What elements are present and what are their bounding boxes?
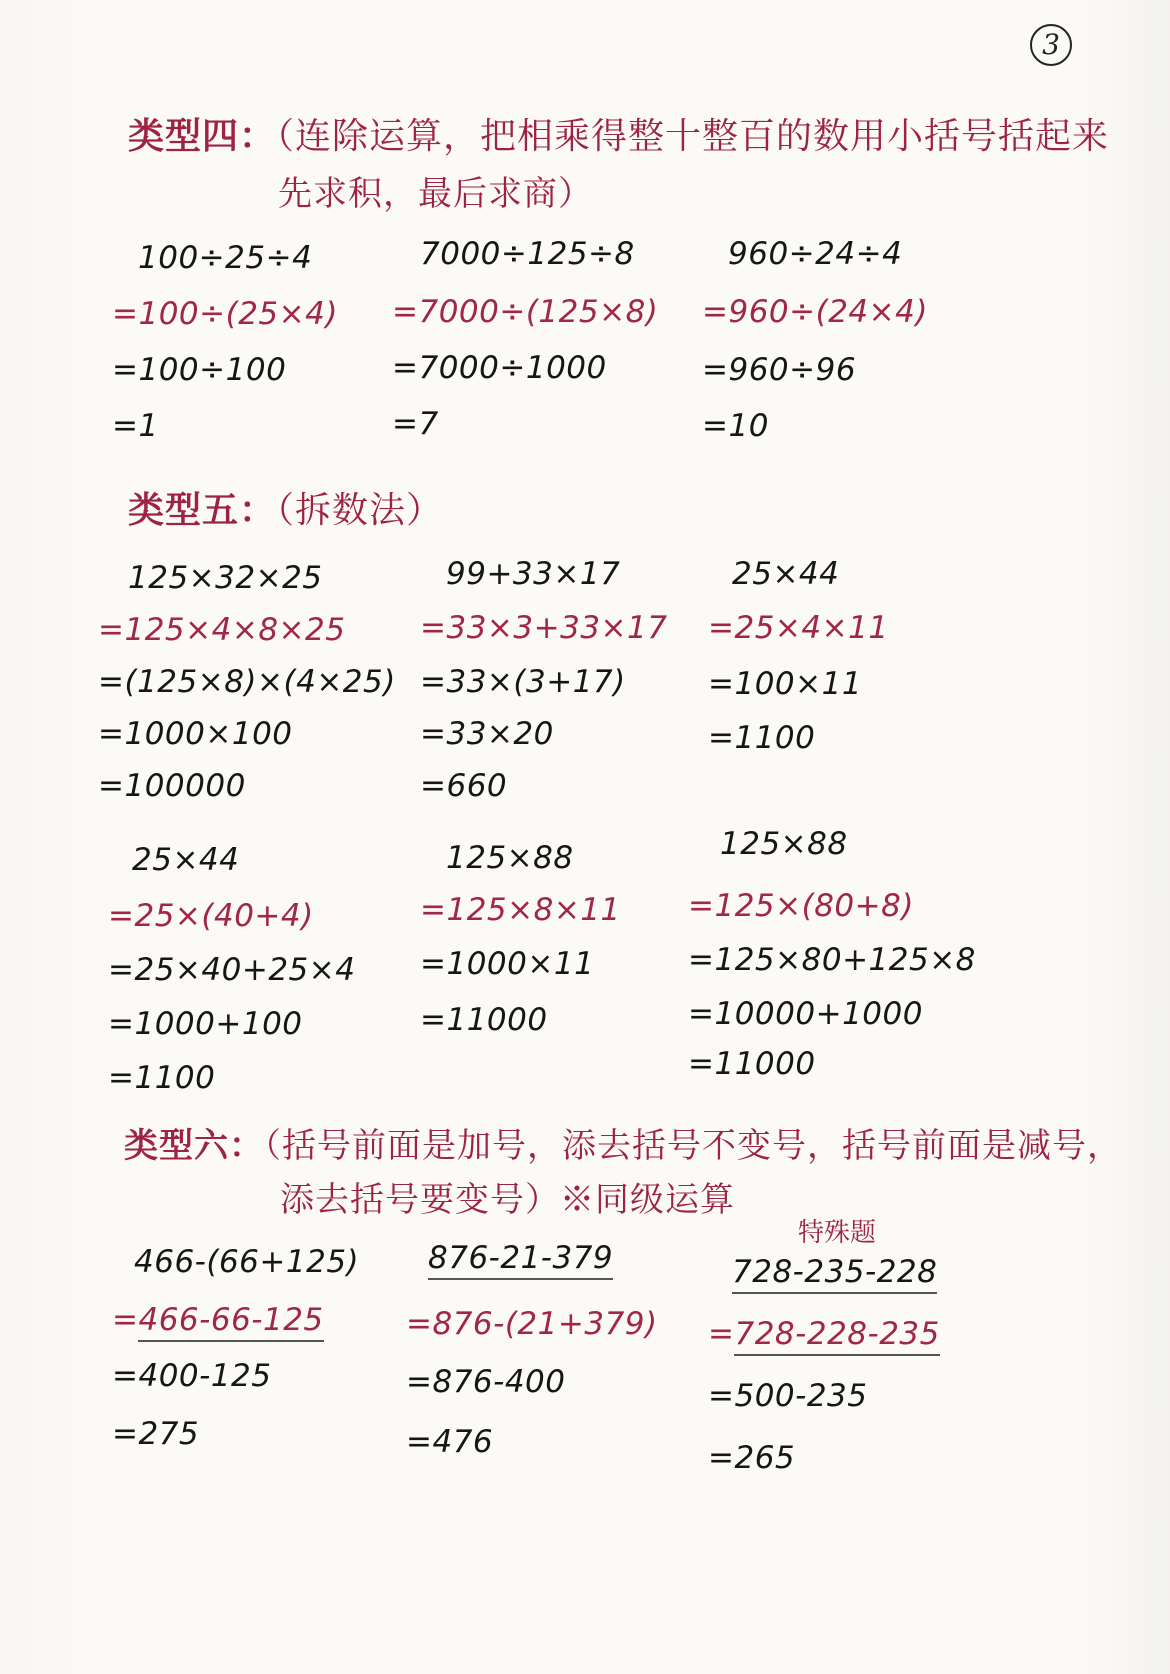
- type6-p1-expr: 466-(66+125): [134, 1244, 360, 1280]
- type4-p1-step3: =1: [112, 408, 159, 444]
- type4-p1-expr: 100÷25÷4: [138, 240, 313, 276]
- type5-p2-step1: =33×3+33×17: [420, 610, 668, 646]
- type4-p1-step2: =100÷100: [112, 352, 287, 388]
- type5-p6-step4: =11000: [688, 1046, 816, 1082]
- type5-p3-step3: =1100: [708, 720, 816, 756]
- type5-p2-step3: =33×20: [420, 716, 554, 752]
- type5-heading-label: 类型五：: [128, 489, 277, 531]
- type4-p3-step1: =960÷(24×4): [702, 294, 928, 330]
- type5-p4-step1: =25×(40+4): [108, 898, 314, 934]
- type5-p5-step3: =11000: [420, 1002, 548, 1038]
- type5-p2-step2: =33×(3+17): [420, 664, 626, 700]
- type4-p2-expr: 7000÷125÷8: [420, 236, 635, 272]
- type4-heading-desc: （连除运算，把相乘得整十整百的数用小括号括起来: [276, 116, 1110, 157]
- type5-heading: [128, 482, 443, 533]
- type4-p3-expr: 960÷24÷4: [728, 236, 903, 272]
- type5-p6-expr: 125×88: [720, 826, 848, 862]
- type4-p2-step1: =7000÷(125×8): [392, 294, 659, 330]
- type5-p6-step1: =125×(80+8): [688, 888, 914, 924]
- type6-heading-label: 类型六：: [124, 1126, 264, 1166]
- type6-p2-step3: =476: [406, 1424, 494, 1460]
- type5-p5-expr: 125×88: [446, 840, 574, 876]
- type6-p2-expr: 876-21-379: [428, 1240, 613, 1280]
- type5-p2-step4: =660: [420, 768, 508, 804]
- type6-p1-step2: =400-125: [112, 1358, 272, 1394]
- type4-p2-step2: =7000÷1000: [392, 350, 607, 386]
- type5-p3-step2: =100×11: [708, 666, 863, 702]
- type6-p3-step2: =500-235: [708, 1378, 868, 1414]
- type5-p5-step2: =1000×11: [420, 946, 595, 982]
- type6-heading: [124, 1118, 1122, 1167]
- type6-heading-cont: 添去括号要变号）※同级运算: [280, 1180, 735, 1220]
- type4-p3-step2: =960÷96: [702, 352, 857, 388]
- type6-p3-step1-underlined: 728-228-235: [734, 1316, 939, 1356]
- type5-p5-step1: =125×8×11: [420, 892, 621, 928]
- type5-heading-desc: （拆数法）: [276, 490, 444, 531]
- type6-p1-step1: =466-66-125: [112, 1302, 324, 1338]
- type6-p1-step1-underlined: 466-66-125: [138, 1302, 323, 1342]
- type5-p1-expr: 125×32×25: [128, 560, 323, 596]
- special-problem-note: 特殊题: [798, 1218, 877, 1248]
- type6-p2-step2: =876-400: [406, 1364, 566, 1400]
- type4-p2-step3: =7: [392, 406, 439, 442]
- type5-p6-step3: =10000+1000: [688, 996, 923, 1032]
- type4-p1-step1: =100÷(25×4): [112, 296, 338, 332]
- type6-p3-step3: =265: [708, 1440, 796, 1476]
- type4-p3-step3: =10: [702, 408, 769, 444]
- type5-p4-expr: 25×44: [132, 842, 240, 878]
- type5-p6-step2: =125×80+125×8: [688, 942, 976, 978]
- page-number: 3: [1030, 24, 1072, 66]
- type5-p1-step3: =1000×100: [98, 716, 293, 752]
- type4-heading: [128, 108, 1109, 159]
- type5-p4-step3: =1000+100: [108, 1006, 303, 1042]
- type4-heading-label: 类型四：: [128, 115, 277, 157]
- type5-p4-step2: =25×40+25×4: [108, 952, 356, 988]
- type6-p1-step3: =275: [112, 1416, 200, 1452]
- type4-heading-cont: 先求积，最后求商）: [278, 174, 593, 214]
- type6-p3-expr: 728-235-228: [732, 1254, 937, 1294]
- type5-p3-step1: =25×4×11: [708, 610, 889, 646]
- type6-heading-desc: （括号前面是加号，添去括号不变号，括号前面是减号，: [264, 1126, 1122, 1166]
- type5-p4-step4: =1100: [108, 1060, 216, 1096]
- type6-p2-step1: =876-(21+379): [406, 1306, 658, 1342]
- type6-p3-step1: =728-228-235: [708, 1316, 940, 1352]
- type5-p1-step4: =100000: [98, 768, 246, 804]
- type5-p3-expr: 25×44: [732, 556, 840, 592]
- type5-p2-expr: 99+33×17: [446, 556, 621, 592]
- type5-p1-step2: =(125×8)×(4×25): [98, 664, 396, 700]
- type5-p1-step1: =125×4×8×25: [98, 612, 346, 648]
